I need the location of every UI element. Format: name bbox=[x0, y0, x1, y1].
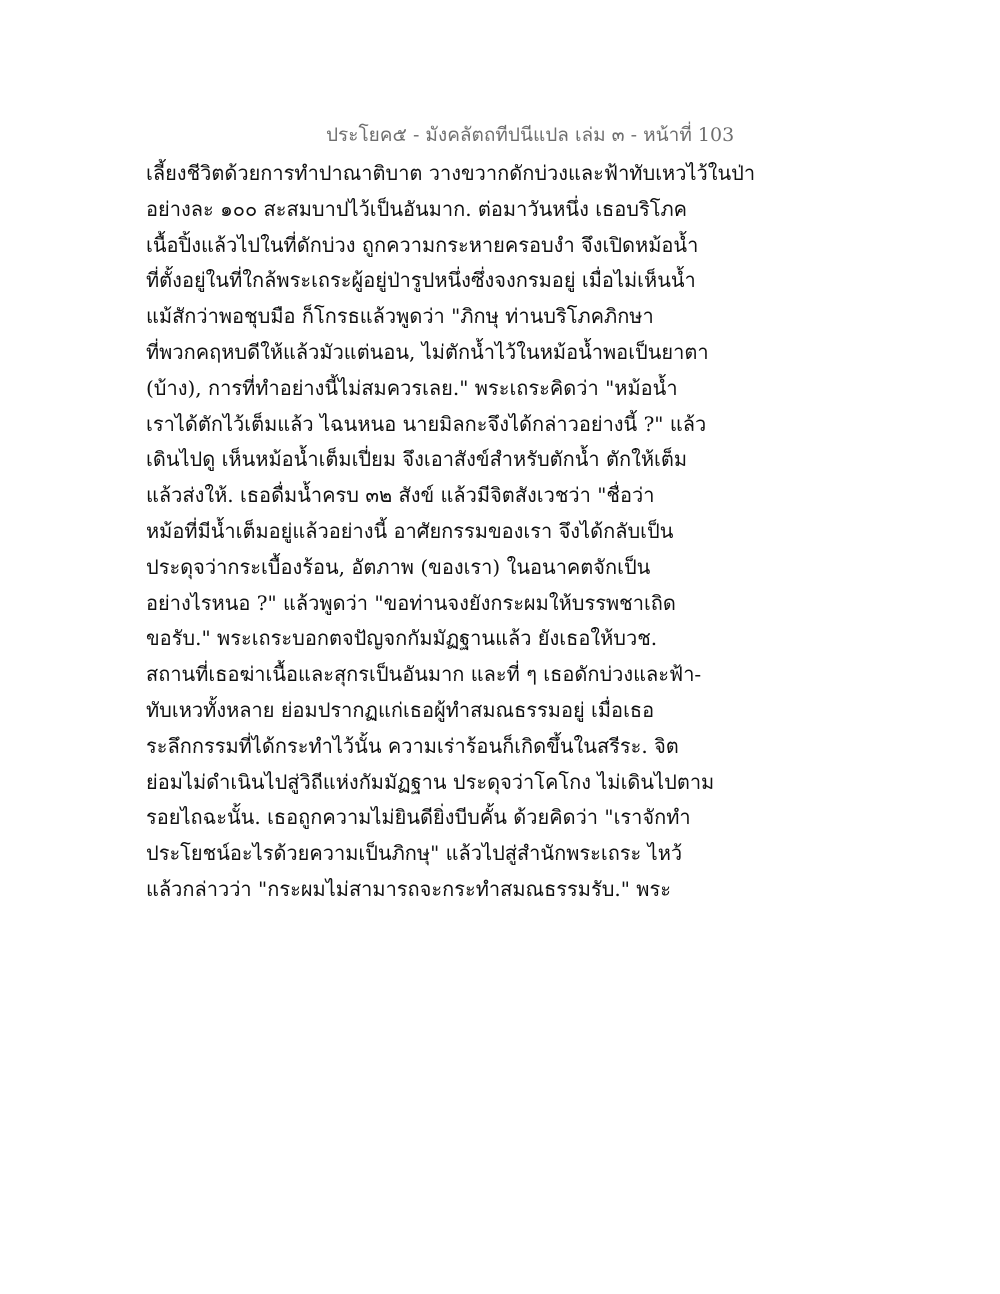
text-line: อย่างละ ๑๐๐ สะสมบาปไว้เป็นอันมาก. ต่อมาวันหนึ่ง เธอบริโภค bbox=[146, 196, 688, 221]
body-text bbox=[146, 156, 756, 908]
text-line: แล้วกล่าวว่า "กระผมไม่สามารถจะกระทำสมณธรรมรับ." พระ bbox=[146, 876, 671, 901]
text-line: ทับเหวทั้งหลาย ย่อมปรากฏแก่เธอผู้ทำสมณธรรมอยู่ เมื่อเธอ bbox=[146, 697, 655, 722]
text-line: ที่ตั้งอยู่ในที่ใกล้พระเถระผู้อยู่ป่ารูปหนึ่งซึ่งจงกรมอยู่ เมื่อไม่เห็นน้ำ bbox=[146, 268, 696, 293]
text-line: แม้สักว่าพอชุบมือ ก็โกรธแล้วพูดว่า "ภิกษุ ท่านบริโภคภิกษา bbox=[146, 304, 654, 329]
text-line: ที่พวกคฤหบดีให้แล้วมัวแต่นอน, ไม่ตักน้ำไว้ในหม้อน้ำพอเป็นยาตา bbox=[146, 339, 709, 364]
text-line: รอยไถฉะนั้น. เธอถูกความไม่ยินดียิ่งบีบคั้น ด้วยคิดว่า "เราจักทำ bbox=[146, 805, 691, 830]
text-line: หม้อที่มีน้ำเต็มอยู่แล้วอย่างนี้ อาศัยกรรมของเรา จึงได้กลับเป็น bbox=[146, 518, 674, 543]
text-line: ย่อมไม่ดำเนินไปสู่วิถีแห่งกัมมัฏฐาน ประดุจว่าโคโกง ไม่เดินไปตาม bbox=[146, 769, 715, 794]
text-line: เราได้ตักไว้เต็มแล้ว ไฉนหนอ นายมิลกะจึงได้กล่าวอย่างนี้ ?" แล้ว bbox=[146, 411, 707, 436]
text-line: ประดุจว่ากระเบื้องร้อน, อัตภาพ (ของเรา) ในอนาคตจักเป็น bbox=[146, 554, 651, 579]
text-line: อย่างไรหนอ ?" แล้วพูดว่า "ขอท่านจงยังกระผมให้บรรพชาเถิด bbox=[146, 590, 676, 615]
text-line: ระลึกกรรมที่ได้กระทำไว้นั้น ความเร่าร้อนก็เกิดขึ้นในสรีระ. จิต bbox=[146, 733, 679, 758]
text-line: สถานที่เธอฆ่าเนื้อและสุกรเป็นอันมาก และที่ ๆ เธอดักบ่วงและฟ้า- bbox=[146, 662, 702, 687]
text-line: ประโยชน์อะไรด้วยความเป็นภิกษุ" แล้วไปสู่สำนักพระเถระ ไหว้ bbox=[146, 841, 683, 866]
text-line: (บ้าง), การที่ทำอย่างนี้ไม่สมควรเลย." พระเถระคิดว่า "หม้อน้ำ bbox=[146, 375, 678, 400]
running-header: ประโยค๕ - มังคลัตถทีปนีแปล เล่ม ๓ - หน้าที่ 103 bbox=[326, 124, 735, 146]
text-line: แล้วส่งให้. เธอดื่มน้ำครบ ๓๒ สังข์ แล้วมีจิตสังเวชว่า "ชื่อว่า bbox=[146, 483, 655, 508]
text-line: เลี้ยงชีวิตด้วยการทำปาณาติบาต วางขวากดักบ่วงและฟ้าทับเหวไว้ในป่า bbox=[146, 161, 756, 185]
text-line: ขอรับ." พระเถระบอกตจปัญจกกัมมัฏฐานแล้ว ยังเธอให้บวช. bbox=[146, 626, 658, 651]
text-line: เนื้อปิ้งแล้วไปในที่ดักบ่วง ถูกความกระหายครอบงำ จึงเปิดหม้อน้ำ bbox=[146, 232, 699, 257]
text-line: เดินไปดู เห็นหม้อน้ำเต็มเปี่ยม จึงเอาสังข์สำหรับตักน้ำ ตักให้เต็ม bbox=[146, 447, 688, 472]
